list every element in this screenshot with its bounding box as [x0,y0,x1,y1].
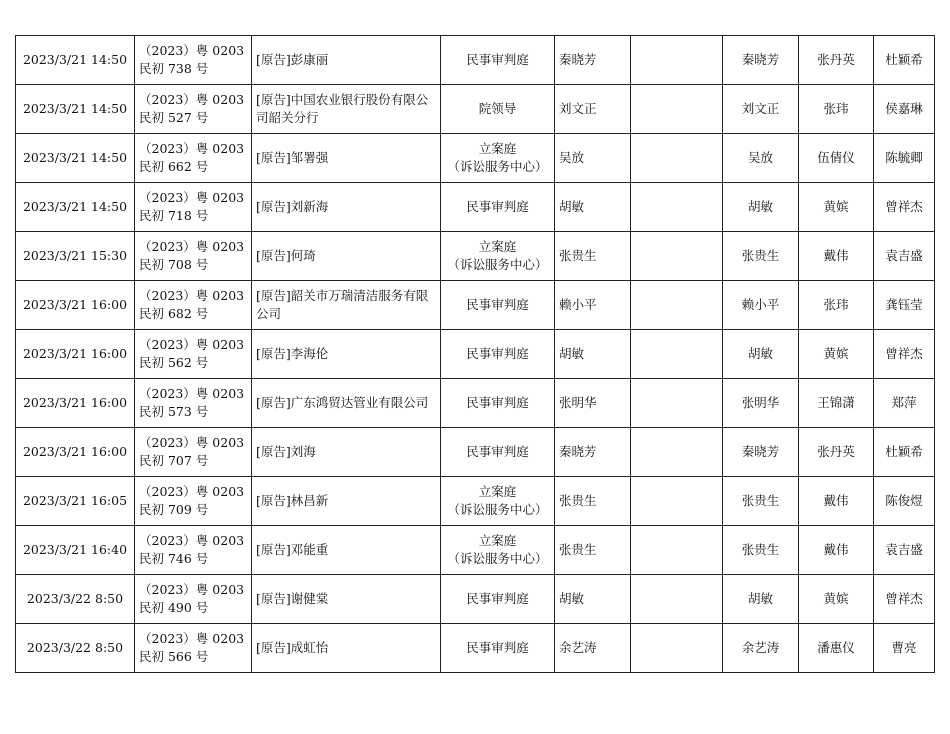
judge-name: 赖小平 [559,297,597,312]
judge-name: 张贵生 [559,542,597,557]
hearing-time-cell [16,379,135,428]
secretary-name: 龚钰莹 [885,297,923,312]
hearing-time: 2023/3/21 16:40 [22,542,128,557]
case-number-line-1: （2023）粤 0203 [139,337,245,352]
judge-name: 张贵生 [559,493,597,508]
blank-cell [631,428,723,477]
party-cell [252,428,441,477]
case-number-cell [135,36,252,85]
hearing-time: 2023/3/22 8:50 [26,591,124,606]
table-row [16,183,935,232]
clerk-name: 张丹英 [817,444,855,459]
tribunal-cell [441,477,555,526]
judge-cell [555,134,631,183]
party-name: [原告]何琦 [256,248,316,263]
tribunal-line-1: 民事审判庭 [466,395,529,410]
secretary-name: 曹亮 [891,640,917,655]
party-cell [252,624,441,673]
secretary-cell [874,330,935,379]
secretary-name: 曾祥杰 [885,346,923,361]
table-row [16,624,935,673]
presiding-judge-cell [723,330,799,379]
clerk-cell [799,477,874,526]
tribunal-line-1: 民事审判庭 [466,199,529,214]
case-number-line-2: 民初 566 号 [139,649,209,664]
presiding-judge-cell [723,428,799,477]
secretary-name: 郑萍 [891,395,917,410]
presiding-judge-name: 张贵生 [741,542,780,557]
party-name: [原告]广东鸿贸达管业有限公司 [256,395,429,410]
blank-cell [631,379,723,428]
hearing-time: 2023/3/21 16:00 [22,395,128,410]
case-number-cell [135,232,252,281]
judge-cell [555,575,631,624]
clerk-name: 戴伟 [823,542,849,557]
secretary-cell [874,428,935,477]
judge-name: 秦晓芳 [559,52,597,67]
party-name: [原告]李海伦 [256,346,329,361]
party-cell [252,36,441,85]
clerk-cell [799,526,874,575]
tribunal-line-2: （诉讼服务中心） [447,257,548,272]
hearing-time: 2023/3/21 14:50 [22,150,128,165]
tribunal-cell [441,232,555,281]
tribunal-line-1: 民事审判庭 [466,640,529,655]
case-number-cell [135,526,252,575]
presiding-judge-cell [723,232,799,281]
judge-cell [555,232,631,281]
case-number-line-2: 民初 490 号 [139,600,209,615]
presiding-judge-cell [723,575,799,624]
tribunal-cell [441,526,555,575]
party-name: [原告]韶关市万瑞清洁服务有限公司 [256,288,429,321]
secretary-cell [874,379,935,428]
clerk-name: 伍倩仪 [817,150,855,165]
blank-cell [631,575,723,624]
case-number-line-1: （2023）粤 0203 [139,386,245,401]
tribunal-line-1: 民事审判庭 [466,346,529,361]
tribunal-cell [441,281,555,330]
secretary-cell [874,477,935,526]
tribunal-line-1: 立案庭 [478,484,517,499]
clerk-name: 潘惠仪 [817,640,855,655]
case-number-line-2: 民初 682 号 [139,306,209,321]
case-number-cell [135,183,252,232]
blank-cell [631,477,723,526]
presiding-judge-name: 张明华 [741,395,780,410]
hearing-time: 2023/3/21 14:50 [22,199,128,214]
case-number-line-2: 民初 709 号 [139,502,209,517]
blank-cell [631,85,723,134]
party-name: [原告]谢健棠 [256,591,329,606]
clerk-cell [799,575,874,624]
clerk-name: 黄嫔 [823,591,849,606]
table-row [16,36,935,85]
case-number-cell [135,575,252,624]
secretary-cell [874,85,935,134]
clerk-cell [799,134,874,183]
hearing-time-cell [16,575,135,624]
party-name: [原告]刘海 [256,444,316,459]
judge-name: 张明华 [559,395,597,410]
presiding-judge-name: 胡敏 [747,591,773,606]
clerk-name: 王锦潇 [817,395,855,410]
secretary-name: 杜颖希 [885,444,923,459]
tribunal-cell [441,36,555,85]
hearing-time: 2023/3/22 8:50 [26,640,124,655]
judge-cell [555,624,631,673]
judge-name: 胡敏 [559,346,585,361]
hearing-time-cell [16,183,135,232]
case-number-line-2: 民初 562 号 [139,355,209,370]
presiding-judge-name: 余艺涛 [741,640,780,655]
case-number-cell [135,428,252,477]
judge-cell [555,379,631,428]
hearing-time-cell [16,134,135,183]
presiding-judge-name: 刘文正 [741,101,780,116]
clerk-name: 张玮 [823,297,849,312]
case-number-line-1: （2023）粤 0203 [139,288,245,303]
clerk-cell [799,330,874,379]
hearing-time: 2023/3/21 14:50 [22,101,128,116]
secretary-cell [874,183,935,232]
presiding-judge-cell [723,36,799,85]
blank-cell [631,134,723,183]
clerk-name: 张丹英 [817,52,855,67]
hearing-time: 2023/3/21 16:00 [22,297,128,312]
case-number-line-2: 民初 527 号 [139,110,209,125]
secretary-name: 陈毓卿 [885,150,923,165]
blank-cell [631,330,723,379]
party-cell [252,575,441,624]
judge-name: 张贵生 [559,248,597,263]
secretary-name: 杜颖希 [885,52,923,67]
party-name: [原告]彭康丽 [256,52,329,67]
judge-cell [555,85,631,134]
clerk-name: 戴伟 [823,248,849,263]
party-cell [252,134,441,183]
case-number-line-1: （2023）粤 0203 [139,92,245,107]
tribunal-cell [441,575,555,624]
tribunal-cell [441,428,555,477]
judge-name: 胡敏 [559,199,585,214]
blank-cell [631,281,723,330]
case-number-line-1: （2023）粤 0203 [139,43,245,58]
secretary-name: 袁吉盛 [885,542,923,557]
case-number-cell [135,85,252,134]
judge-cell [555,183,631,232]
table-row [16,477,935,526]
party-cell [252,477,441,526]
table-row [16,575,935,624]
secretary-name: 侯嘉琳 [885,101,923,116]
case-number-line-2: 民初 662 号 [139,159,209,174]
presiding-judge-name: 吴放 [747,150,773,165]
presiding-judge-name: 胡敏 [747,199,773,214]
case-number-line-1: （2023）粤 0203 [139,631,245,646]
tribunal-line-1: 院领导 [478,101,517,116]
clerk-cell [799,232,874,281]
case-number-line-1: （2023）粤 0203 [139,484,245,499]
party-name: [原告]林昌新 [256,493,329,508]
clerk-name: 戴伟 [823,493,849,508]
clerk-cell [799,428,874,477]
case-number-line-1: （2023）粤 0203 [139,239,245,254]
case-number-line-2: 民初 708 号 [139,257,209,272]
table-row [16,526,935,575]
judge-cell [555,281,631,330]
case-number-cell [135,379,252,428]
party-name: [原告]刘新海 [256,199,329,214]
tribunal-line-1: 民事审判庭 [466,52,529,67]
case-number-cell [135,134,252,183]
secretary-cell [874,134,935,183]
hearing-time-cell [16,526,135,575]
judge-name: 刘文正 [559,101,597,116]
table-row [16,232,935,281]
secretary-cell [874,575,935,624]
tribunal-cell [441,85,555,134]
secretary-name: 曾祥杰 [885,591,923,606]
secretary-cell [874,624,935,673]
judge-cell [555,477,631,526]
table-row [16,85,935,134]
hearing-time-cell [16,477,135,526]
case-number-line-1: （2023）粤 0203 [139,533,245,548]
clerk-name: 黄嫔 [823,199,849,214]
tribunal-line-1: 民事审判庭 [466,297,529,312]
table-row [16,134,935,183]
case-number-cell [135,477,252,526]
clerk-cell [799,85,874,134]
tribunal-line-2: （诉讼服务中心） [447,551,548,566]
presiding-judge-cell [723,134,799,183]
tribunal-cell [441,330,555,379]
hearing-time: 2023/3/21 16:05 [22,493,128,508]
presiding-judge-cell [723,477,799,526]
blank-cell [631,526,723,575]
hearing-time-cell [16,330,135,379]
hearing-time: 2023/3/21 16:00 [22,346,128,361]
hearing-schedule-table [15,35,935,673]
party-cell [252,281,441,330]
case-number-line-1: （2023）粤 0203 [139,582,245,597]
hearing-time-cell [16,85,135,134]
tribunal-line-1: 民事审判庭 [466,444,529,459]
case-number-line-2: 民初 746 号 [139,551,209,566]
party-name: [原告]邓能重 [256,542,329,557]
clerk-name: 张玮 [823,101,849,116]
clerk-name: 黄嫔 [823,346,849,361]
presiding-judge-cell [723,624,799,673]
presiding-judge-cell [723,526,799,575]
secretary-cell [874,232,935,281]
tribunal-line-1: 立案庭 [478,239,517,254]
party-cell [252,183,441,232]
judge-name: 余艺涛 [559,640,597,655]
secretary-cell [874,526,935,575]
table-row [16,379,935,428]
blank-cell [631,232,723,281]
case-number-line-2: 民初 707 号 [139,453,209,468]
case-number-line-2: 民初 718 号 [139,208,209,223]
clerk-cell [799,183,874,232]
party-cell [252,379,441,428]
table-body [16,36,935,673]
hearing-time-cell [16,624,135,673]
secretary-cell [874,36,935,85]
judge-cell [555,36,631,85]
presiding-judge-name: 赖小平 [741,297,780,312]
presiding-judge-cell [723,379,799,428]
tribunal-cell [441,379,555,428]
case-number-cell [135,330,252,379]
presiding-judge-name: 秦晓芳 [741,444,780,459]
case-number-cell [135,281,252,330]
hearing-time-cell [16,428,135,477]
secretary-cell [874,281,935,330]
party-cell [252,526,441,575]
tribunal-line-2: （诉讼服务中心） [447,159,548,174]
hearing-time-cell [16,281,135,330]
party-name: [原告]中国农业银行股份有限公司韶关分行 [256,92,429,125]
hearing-time: 2023/3/21 15:30 [22,248,128,263]
tribunal-line-1: 立案庭 [478,141,517,156]
blank-cell [631,183,723,232]
hearing-time-cell [16,36,135,85]
hearing-time-cell [16,232,135,281]
clerk-cell [799,281,874,330]
tribunal-cell [441,183,555,232]
tribunal-line-2: （诉讼服务中心） [447,502,548,517]
party-cell [252,232,441,281]
hearing-time: 2023/3/21 14:50 [22,52,128,67]
table-row [16,281,935,330]
hearing-time: 2023/3/21 16:00 [22,444,128,459]
judge-name: 秦晓芳 [559,444,597,459]
case-number-cell [135,624,252,673]
judge-cell [555,330,631,379]
tribunal-line-1: 立案庭 [478,533,517,548]
clerk-cell [799,624,874,673]
presiding-judge-cell [723,183,799,232]
judge-name: 吴放 [559,150,585,165]
tribunal-cell [441,624,555,673]
tribunal-cell [441,134,555,183]
clerk-cell [799,379,874,428]
table-row [16,330,935,379]
secretary-name: 袁吉盛 [885,248,923,263]
case-number-line-1: （2023）粤 0203 [139,435,245,450]
party-name: [原告]邹署强 [256,150,329,165]
secretary-name: 曾祥杰 [885,199,923,214]
case-number-line-1: （2023）粤 0203 [139,141,245,156]
party-cell [252,330,441,379]
party-name: [原告]成虹怡 [256,640,329,655]
case-number-line-2: 民初 738 号 [139,61,209,76]
table-row [16,428,935,477]
tribunal-line-1: 民事审判庭 [466,591,529,606]
party-cell [252,85,441,134]
presiding-judge-name: 张贵生 [741,248,780,263]
judge-name: 胡敏 [559,591,585,606]
blank-cell [631,624,723,673]
blank-cell [631,36,723,85]
presiding-judge-name: 张贵生 [741,493,780,508]
presiding-judge-name: 胡敏 [747,346,773,361]
case-number-line-2: 民初 573 号 [139,404,209,419]
secretary-name: 陈俊煜 [885,493,923,508]
presiding-judge-cell [723,85,799,134]
case-number-line-1: （2023）粤 0203 [139,190,245,205]
judge-cell [555,428,631,477]
judge-cell [555,526,631,575]
presiding-judge-name: 秦晓芳 [741,52,780,67]
clerk-cell [799,36,874,85]
presiding-judge-cell [723,281,799,330]
